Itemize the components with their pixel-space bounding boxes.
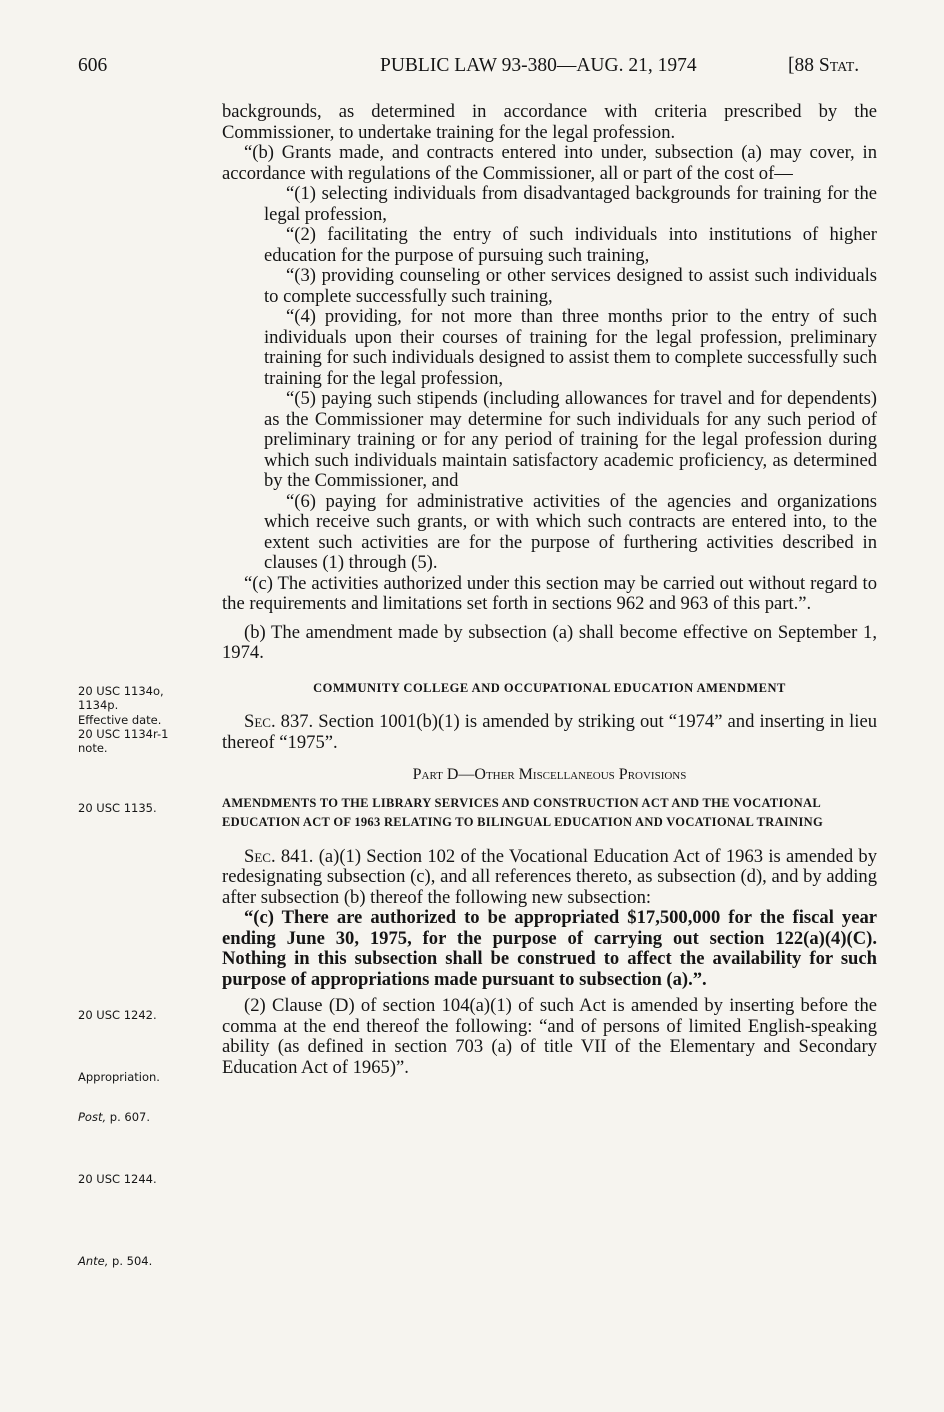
section-841-label: Sec. 841. — [244, 845, 314, 867]
clause-5: “(5) paying such stipends (including allowances for travel and for dependents) as the Commissioner may determine for such individuals for any such period of preliminary training or for any period of training for the legal profession during which such individuals maintain satisfactory academic proficiency, as determined by the Commissioner, and — [264, 388, 877, 491]
page-number: 606 — [78, 55, 108, 76]
margin-note-usc-1242: 20 USC 1242. — [78, 1008, 157, 1022]
section-841 — [222, 847, 877, 909]
margin-note-appropriation: Appropriation. — [78, 1070, 160, 1084]
paragraph-subsection-b: “(b) Grants made, and contracts entered into under, subsection (a) may cover, in accordance with regulations of the Commissioner, all or part of the cost of— — [222, 142, 877, 184]
section-837-text: Section 1001(b)(1) is amended by striking out “1974” and inserting in lieu thereof “1975”. — [222, 711, 877, 753]
clause-3: “(3) providing counseling or other services designed to assist such individuals to complete successfully such training, — [264, 265, 877, 307]
statute-reference: [88 Stat. — [788, 55, 860, 76]
clause-2: “(2) facilitating the entry of such individuals into institutions of higher education for the purpose of pursuing such training, — [264, 224, 877, 266]
part-d-heading: Part D—Other Miscellaneous Provisions — [412, 766, 687, 783]
margin-note-usc-1244: 20 USC 1244. — [78, 1172, 157, 1186]
paragraph-appropriation: “(c) There are authorized to be appropriated $17,500,000 for the fiscal year ending June 30, 1975, for the purpose of carrying out section 122(a)(4)(C). Nothing in this subsection shall be construed to affect the availability for such purpose of appropriations made pursuant to subsection (a).”. — [222, 907, 877, 990]
paragraph-subsection-c: “(c) The activities authorized under this section may be carried out without regard to the requirements and limitations set forth in sections 962 and 963 of this part.”. — [222, 572, 877, 614]
paragraph-clause-d-amendment: (2) Clause (D) of section 104(a)(1) of such Act is amended by inserting before the comma at the end thereof the following: “and of persons of limited English-speaking ability (as defined in section 703 (a) of title VII of the Elementary and Secondary Education Act of 1965)”. — [222, 995, 877, 1078]
margin-note-post-reference: Post, p. 607. — [78, 1110, 151, 1124]
section-837 — [222, 712, 877, 753]
main-text — [222, 102, 877, 1078]
paragraph-amendment-b: (b) The amendment made by subsection (a) shall become effective on September 1, 1974. — [222, 621, 877, 663]
running-title: PUBLIC LAW 93-380—AUG. 21, 1974 — [380, 55, 697, 76]
margin-note-usc-1135: 20 USC 1135. — [78, 801, 157, 815]
margin-note-usc-1134o: 20 USC 1134o, 1134p. — [78, 684, 164, 712]
clause-6: “(6) paying for administrative activities of the agencies and organizations which receive such grants, or with which such contracts are entered into, to the extent such activities are for the purpose of furthering activities described in clauses (1) through (5). — [264, 490, 877, 573]
margin-note-ante-reference: Ante, p. 504. — [78, 1254, 153, 1268]
section-837-label: Sec. 837. — [244, 711, 314, 732]
section-heading-amendments: AMENDMENTS TO THE LIBRARY SERVICES AND CONSTRUCTION ACT AND THE VOCATIONAL EDUCATION ACT OF 1963 RELATING TO BILINGUAL EDUCATION AND VOCATIONAL TRAINING — [222, 795, 823, 829]
margin-note-effective-date: Effective date. 20 USC 1134r-1 note. — [78, 713, 169, 755]
clause-4: “(4) providing, for not more than three months prior to the entry of such individuals upon their courses of training for the legal profession, preliminary training for such individuals designed to assist them to complete successfully such training for the legal profession, — [264, 306, 877, 389]
clause-1: “(1) selecting individuals from disadvantaged backgrounds for training for the legal profession, — [264, 183, 877, 225]
section-841-text: (a)(1) Section 102 of the Vocational Education Act of 1963 is amended by redesignating subsection (c), and all references thereto, as subsection (d), and by adding after subsection (b) thereof the following new subsection: — [222, 845, 877, 908]
section-heading-community-college: COMMUNITY COLLEGE AND OCCUPATIONAL EDUCATION AMENDMENT — [313, 680, 786, 695]
paragraph-continuation: backgrounds, as determined in accordance with criteria prescribed by the Commissioner, to undertake training for the legal profession. — [222, 101, 877, 143]
